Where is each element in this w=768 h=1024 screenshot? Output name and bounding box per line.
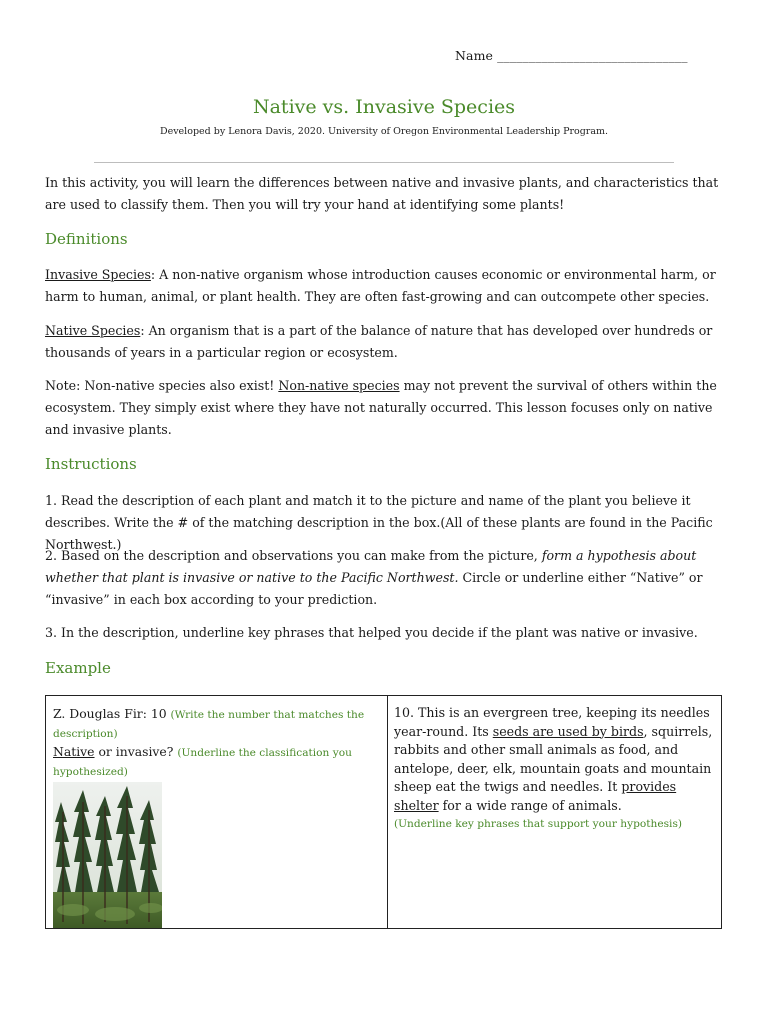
name-blank: ______________________________ xyxy=(497,48,688,63)
desc-underline-1: seeds are used by birds xyxy=(492,723,644,739)
description-note: (Underline key phrases that support your hypothesis) xyxy=(394,817,683,830)
page-subtitle: Developed by Lenora Davis, 2020. University of Oregon Environmental Leadership Program. xyxy=(159,126,609,137)
non-native-term: Non-native species xyxy=(278,378,400,393)
plant-label: Z. Douglas Fir: 10 xyxy=(53,706,171,721)
classification-line xyxy=(53,743,381,781)
step2-italic: form a hypothesis about whether that plant is invasive or native to the Pacific Northwest. xyxy=(45,548,697,585)
invasive-text: : A non-native organism whose introduction causes economic or environmental harm, or harm to human, animal, or plant health. They are often fast-growing and can outcompete other species. xyxy=(45,267,716,304)
desc-text-1: 10. This is an evergreen tree, keeping its needles year-round. Its xyxy=(394,705,710,739)
intro-paragraph: In this activity, you will learn the differences between native and invasive plants, and characteristics that are used to classify them. Then you will try your hand at identifying some plants! xyxy=(45,175,719,212)
plant-note: (Write the number that matches the description) xyxy=(53,709,365,740)
native-term: Native Species xyxy=(45,323,141,338)
desc-underline-2: provides shelter xyxy=(394,779,677,813)
step2-suffix: Circle or underline either “Native” or “invasive” in each box according to your prediction. xyxy=(45,570,703,607)
divider xyxy=(94,162,674,163)
non-native-note xyxy=(45,375,735,441)
name-field[interactable] xyxy=(455,48,688,63)
example-left-cell xyxy=(46,696,388,929)
example-right-cell xyxy=(388,696,722,929)
douglas-fir-photo xyxy=(53,782,162,928)
example-table xyxy=(45,695,722,929)
native-definition xyxy=(45,320,735,364)
desc-text-2: , squirrels, rabbits and other small animals as food, and antelope, deer, elk, mountain goats and mountain sheep eat the twigs and needles. It xyxy=(394,723,713,795)
definitions-heading: Definitions xyxy=(45,230,128,248)
instruction-step-3: 3. In the description, underline key phrases that helped you decide if the plant was native or invasive. xyxy=(45,625,698,640)
invasive-definition xyxy=(45,264,735,308)
example-heading: Example xyxy=(45,659,111,677)
invasive-term: Invasive Species xyxy=(45,267,151,282)
note-prefix: Note: Non-native species also exist! xyxy=(45,378,279,393)
native-word[interactable]: Native xyxy=(53,744,95,759)
native-text: : An organism that is a part of the balance of nature that has developed over hundreds or thousands of years in a particular region or ecosystem. xyxy=(45,323,713,360)
or-invasive[interactable]: or invasive? xyxy=(94,744,178,759)
instruction-step-2 xyxy=(45,545,735,611)
plant-description xyxy=(394,704,715,816)
desc-text-3: for a wide range of animals. xyxy=(438,797,622,813)
name-label: Name xyxy=(455,48,494,63)
note-text: may not prevent the survival of others within the ecosystem. They simply exist where they have not naturally occurred. This lesson focuses only on native and invasive plants. xyxy=(45,378,717,437)
page-title: Native vs. Invasive Species xyxy=(252,96,516,118)
step2-prefix: 2. Based on the description and observations you can make from the picture, xyxy=(45,548,542,563)
instruction-step-1: 1. Read the description of each plant and match it to the picture and name of the plant you believe it describes. Write the # of the matching description in the box.(All of these plants are found in the Pacific Northwest.) xyxy=(45,493,713,552)
classification-note: (Underline the classification you hypothesized) xyxy=(53,747,352,778)
plant-line xyxy=(53,705,381,743)
instructions-heading: Instructions xyxy=(45,455,137,473)
